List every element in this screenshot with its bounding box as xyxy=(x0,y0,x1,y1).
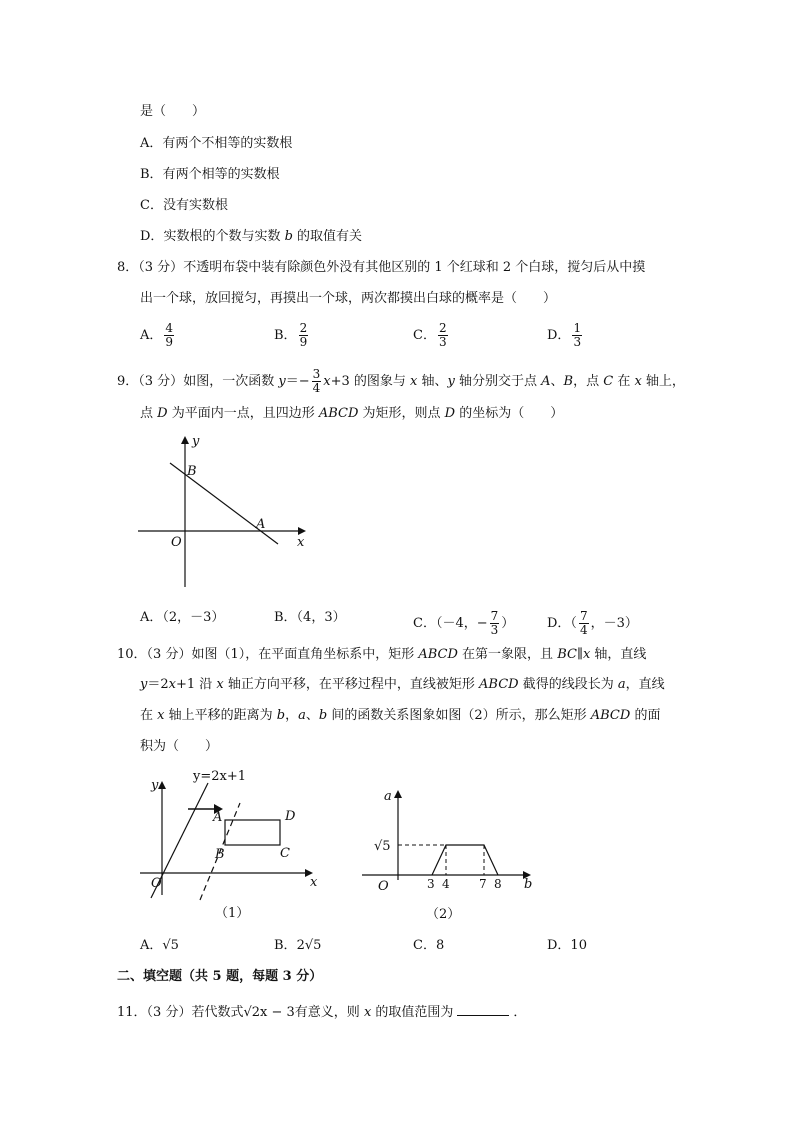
q10-option-b: B．2√5 xyxy=(274,938,322,953)
fig2-label-o: O xyxy=(378,879,389,894)
q8-option-c: C． $\frac{2}{3}$ xyxy=(413,321,447,349)
fig1-rectangle xyxy=(225,820,280,845)
q7-option-c: C．没有实数根 xyxy=(140,198,228,213)
q9-option-c: C．（－4，− $\frac{7}{3}$ ） xyxy=(413,609,515,637)
fig2-y-arrow xyxy=(394,790,402,798)
fig2-label-sqrt5: √5 xyxy=(374,839,391,854)
q7-option-a: A．有两个不相等的实数根 xyxy=(140,136,293,151)
fig1-y-arrow xyxy=(158,781,166,789)
fig2-graph xyxy=(432,845,498,875)
q8-option-d: D． $\frac{1}{3}$ xyxy=(547,321,582,349)
fig1-label-eq: y=2x+1 xyxy=(193,769,247,784)
q7-option-d: D．实数根的个数与实数 b 的取值有关 xyxy=(140,229,363,244)
q11-line: 11．（3 分）若代数式√2x − 3有意义，则 x 的取值范围为 ． xyxy=(117,1005,527,1020)
q9-label-x: x xyxy=(297,535,305,550)
q11-expression: √2x − 3 xyxy=(243,1005,295,1020)
q10-option-a: A．√5 xyxy=(140,938,179,953)
q8-option-b: B． $\frac{2}{9}$ xyxy=(274,321,308,349)
fig2-label-b: b xyxy=(524,877,533,892)
fig2-caption: （2） xyxy=(426,907,461,922)
fig1-label-y: y xyxy=(151,778,159,793)
fig1-label-a: A xyxy=(213,810,223,825)
q9-figure xyxy=(130,430,320,590)
q9-label-o: O xyxy=(171,535,182,550)
q10-line2: y＝2x+1 沿 x 轴正方向平移，在平移过程中，直线被矩形 ABCD 截得的线段长为 a，直线 xyxy=(140,677,665,692)
fig1-label-b: B xyxy=(215,847,225,862)
q9-option-d: D．（ $\frac{7}{4}$ ，－3） xyxy=(547,609,638,637)
q10-figure-1 xyxy=(135,765,335,930)
fig1-label-c: C xyxy=(280,846,290,861)
q9-label-b: B xyxy=(187,464,197,479)
q9-line1: 9．（3 分）如图，一次函数 y＝− $\frac{3}{4}$ x+3 的图象与 x 轴、y 轴分别交于点 A、B，点 C 在 x 轴上， xyxy=(117,367,685,395)
q8-line1: 8．（3 分）不透明布袋中装有除颜色外没有其他区别的 1 个红球和 2 个白球，搅匀后从中摸 xyxy=(117,260,646,275)
fig2-tick-3: 3 xyxy=(427,877,435,891)
q8-line2: 出一个球，放回搅匀，再摸出一个球，两次都摸出白球的概率是（ ） xyxy=(140,291,557,306)
fig2-tick-7: 7 xyxy=(479,877,487,891)
fig1-label-x: x xyxy=(310,875,318,890)
fig1-label-o: O xyxy=(151,876,162,891)
fig1-label-d: D xyxy=(285,809,296,824)
q9-x-arrow xyxy=(298,527,306,535)
q9-option-b: B．（4，3） xyxy=(274,610,346,625)
fig2-tick-8: 8 xyxy=(494,877,502,891)
q9-line2: 点 D 为平面内一点，且四边形 ABCD 为矩形，则点 D 的坐标为（ ） xyxy=(140,406,564,421)
q7-tail: 是（ ） xyxy=(140,104,206,119)
q10-line1: 10．（3 分）如图（1），在平面直角坐标系中，矩形 ABCD 在第一象限，且 BC∥x 轴，直线 xyxy=(117,647,647,662)
q10-figure-2 xyxy=(360,780,540,930)
q9-label-y: y xyxy=(192,434,200,449)
fig2-label-a: a xyxy=(384,789,392,804)
q10-line3: 在 x 轴上平移的距离为 b，a、b 间的函数关系图象如图（2）所示，那么矩形 ABCD 的面 xyxy=(140,708,661,723)
fig2-tick-4: 4 xyxy=(442,877,450,891)
q8-option-a: A． $\frac{4}{9}$ xyxy=(140,321,174,349)
q9-label-a: A xyxy=(256,517,266,532)
q9-y-arrow xyxy=(181,436,189,444)
q9-option-a: A．（2，－3） xyxy=(140,610,225,625)
section-2-heading: 二、填空题（共 5 题，每题 3 分） xyxy=(117,969,323,984)
fig1-caption: （1） xyxy=(215,906,250,921)
q11-answer-blank[interactable] xyxy=(457,1003,509,1016)
q10-option-c: C．8 xyxy=(413,938,445,953)
q10-line4: 积为（ ） xyxy=(140,739,219,754)
q7-option-b: B．有两个相等的实数根 xyxy=(140,167,280,182)
q10-option-d: D．10 xyxy=(547,938,587,953)
